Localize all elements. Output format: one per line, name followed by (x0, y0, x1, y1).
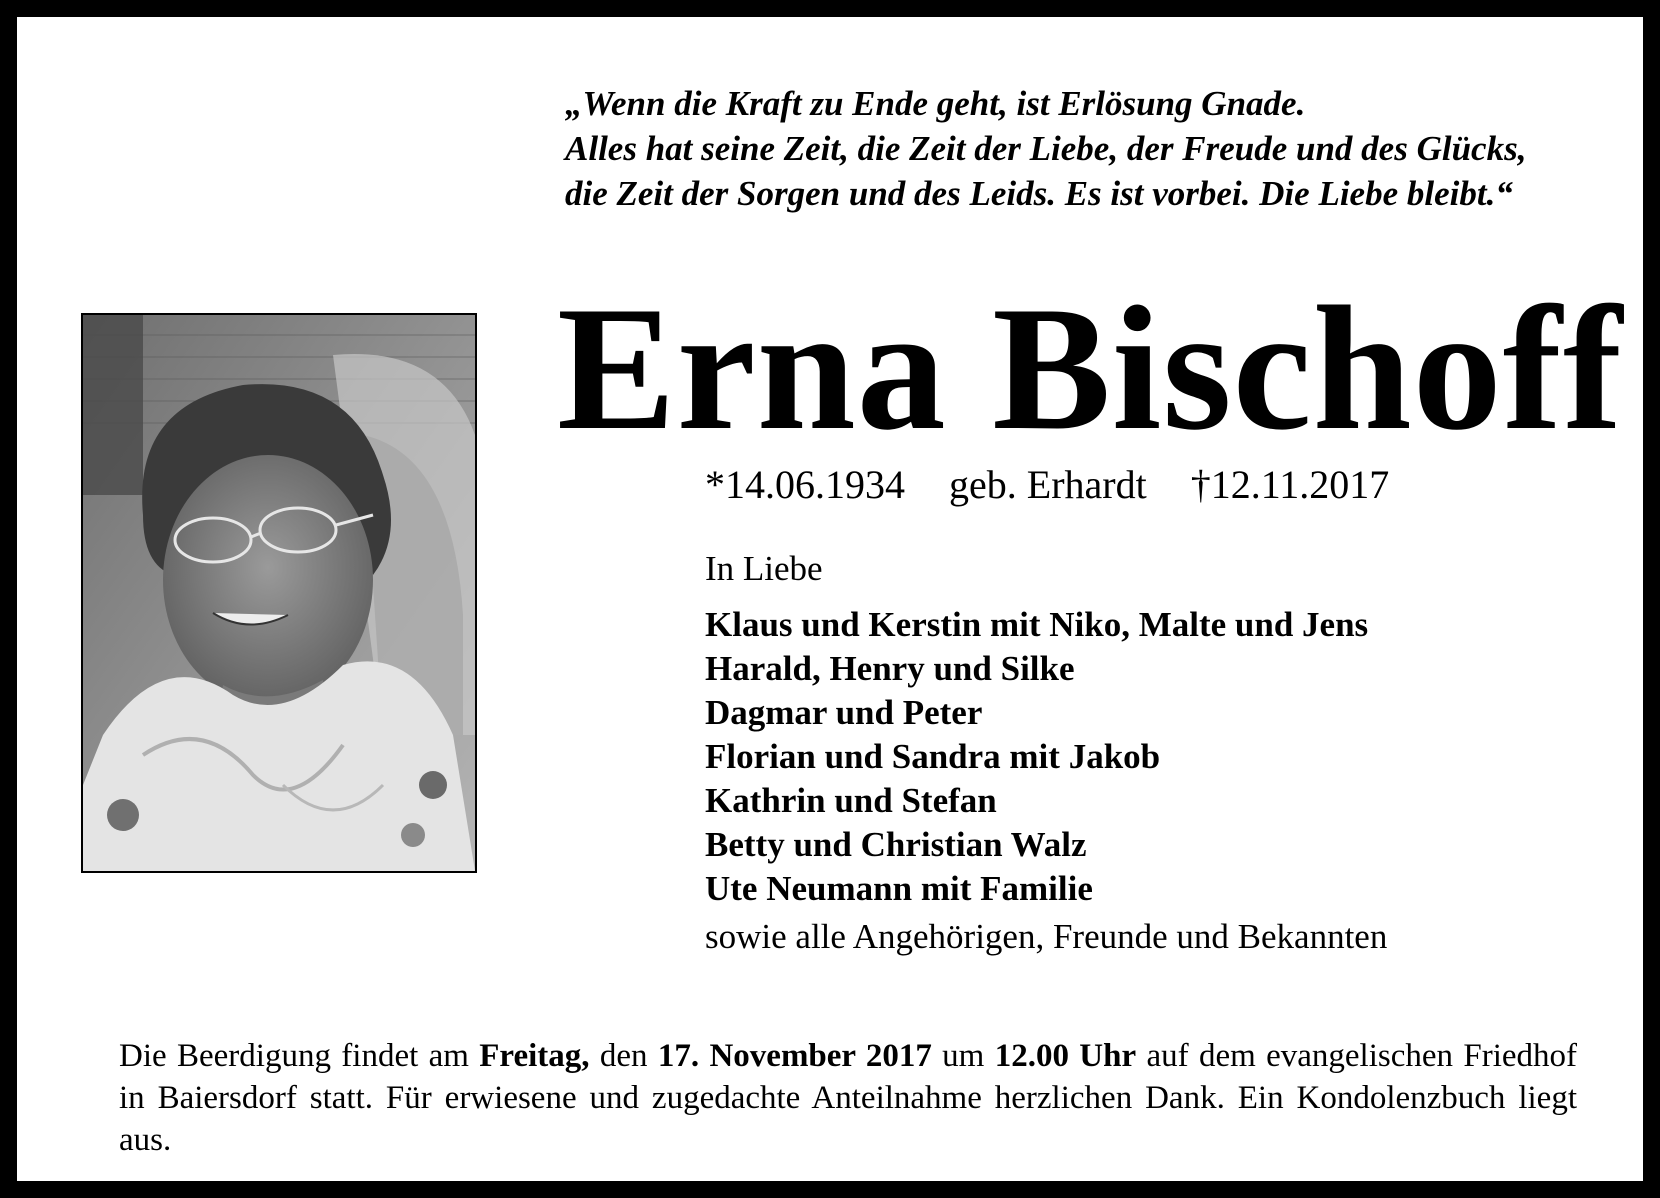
quote-line: „Wenn die Kraft zu Ende geht, ist Erlösung Gnade. (565, 84, 1306, 123)
funeral-day: Freitag, (479, 1038, 590, 1074)
birth-date: *14.06.1934 (705, 462, 905, 507)
mourner-line: Ute Neumann mit Familie (705, 869, 1093, 908)
mourner-line: Kathrin und Stefan (705, 781, 997, 820)
maiden-name: geb. Erhardt (949, 462, 1147, 507)
portrait-photo-icon (83, 315, 475, 871)
quote-line: Alles hat seine Zeit, die Zeit der Liebe, der Freude und des Glücks, (565, 129, 1527, 168)
others-line: sowie alle Angehörigen, Freunde und Bekannten (705, 917, 1388, 956)
funeral-text: um (931, 1038, 995, 1074)
funeral-text: Die Beerdigung findet am (119, 1038, 480, 1074)
quote-line: die Zeit der Sorgen und des Leids. Es ist vorbei. Die Liebe bleibt.“ (565, 174, 1513, 213)
deceased-name: Erna Bischoff (557, 269, 1624, 467)
portrait-photo (81, 313, 477, 873)
mourners-list (705, 603, 1368, 911)
death-date: †12.11.2017 (1190, 462, 1390, 507)
mourner-line: Harald, Henry und Silke (705, 649, 1075, 688)
mourner-line: Klaus und Kerstin mit Niko, Malte und Jens (705, 605, 1369, 644)
in-love-label: In Liebe (705, 549, 823, 588)
funeral-text: den (589, 1038, 658, 1074)
quote-block (565, 81, 1625, 216)
funeral-time: 12.00 Uhr (994, 1038, 1137, 1074)
funeral-notice (119, 1035, 1577, 1161)
funeral-text: auf dem evangelischen Friedhof in Baiersdorf statt. Für erwiesene und zugedachte Anteilnahme herzlichen Dank. Ein Kondolenzbuch liegt aus. (119, 1038, 1578, 1158)
mourner-line: Florian und Sandra mit Jakob (705, 737, 1161, 776)
mourner-line: Dagmar und Peter (705, 693, 983, 732)
mourner-line: Betty und Christian Walz (705, 825, 1087, 864)
funeral-date: 17. November 2017 (657, 1038, 932, 1074)
life-dates (705, 461, 1389, 509)
